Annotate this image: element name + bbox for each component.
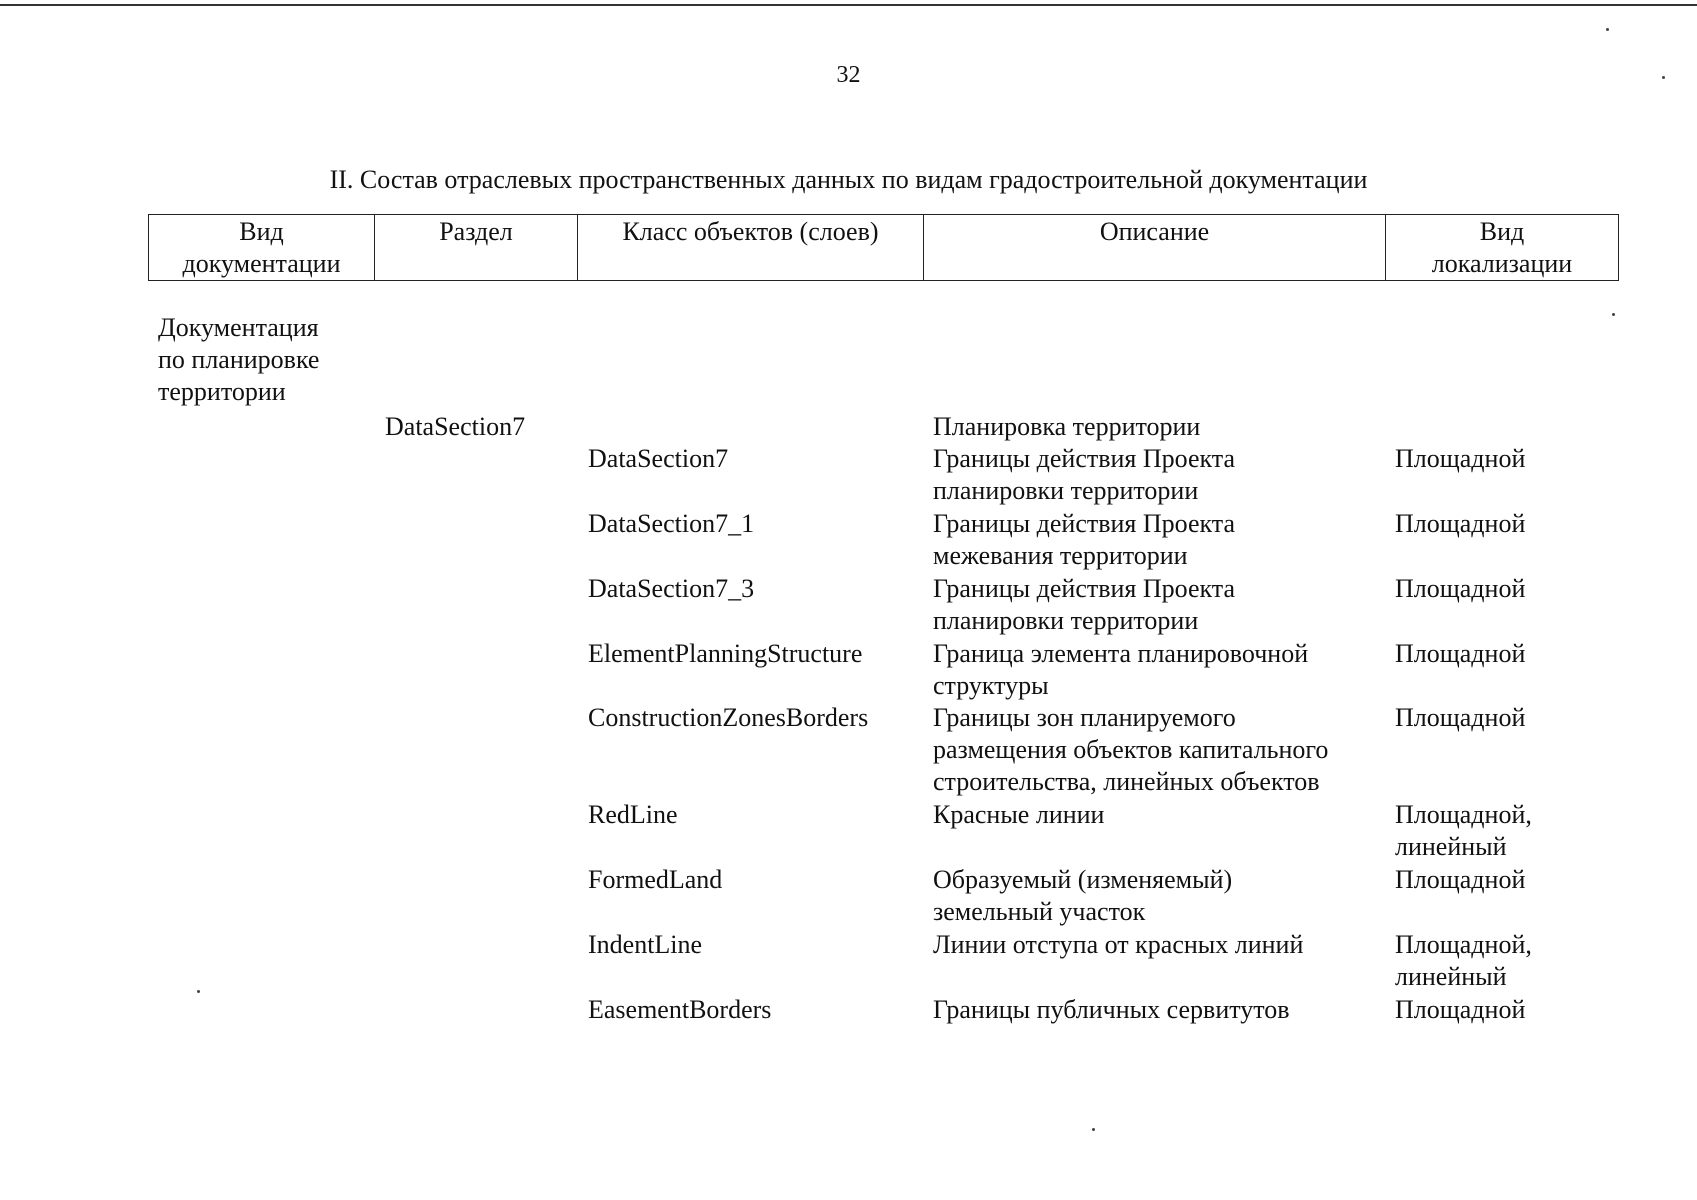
description-line: Границы действия Проекта [933, 444, 1236, 473]
description-line: Границы публичных сервитутов [933, 995, 1290, 1024]
localization-line: Площадной [1395, 995, 1526, 1024]
localization-line: линейный [1395, 962, 1507, 991]
scan-speck [1662, 76, 1665, 79]
description-line: строительства, линейных объектов [933, 767, 1320, 796]
section-name: DataSection7 [385, 412, 526, 441]
description-line: Линии отступа от красных линий [933, 930, 1304, 959]
header-object-class [578, 215, 924, 281]
description-cell [933, 799, 1104, 831]
description-cell [933, 638, 1308, 702]
localization-line: Площадной [1395, 509, 1526, 538]
header-line: Описание [1099, 217, 1210, 246]
description-line: структуры [933, 671, 1049, 700]
description-cell [933, 508, 1235, 572]
description-line: планировки территории [933, 476, 1199, 505]
localization-cell [1395, 929, 1532, 993]
description-line: Границы зон планируемого [933, 703, 1236, 732]
scan-speck [1612, 313, 1615, 316]
doc-type-line: по планировке [158, 345, 320, 374]
object-class-cell: DataSection7_3 [588, 574, 755, 603]
header-section [375, 215, 578, 281]
description-line: Красные линии [933, 800, 1105, 829]
header-line: Вид [1479, 217, 1525, 246]
localization-line: Площадной, [1395, 930, 1532, 959]
description-line: Границы действия Проекта [933, 574, 1236, 603]
description-cell [933, 994, 1290, 1026]
object-class-cell: DataSection7 [588, 444, 729, 473]
localization-line: Площадной, [1395, 800, 1532, 829]
object-class-cell: FormedLand [588, 865, 723, 894]
scan-speck [1606, 28, 1609, 31]
localization-cell [1395, 508, 1525, 540]
description-cell [933, 573, 1235, 637]
description-line: Граница элемента планировочной [933, 639, 1309, 668]
header-line: Класс объектов (слоев) [622, 217, 879, 246]
top-rule [0, 4, 1697, 6]
header-line: локализации [1431, 249, 1573, 278]
localization-line: Площадной [1395, 444, 1526, 473]
header-line: документации [182, 249, 341, 278]
header-localization [1386, 215, 1619, 281]
object-class-cell: DataSection7_1 [588, 509, 755, 538]
description-cell [933, 864, 1232, 928]
description-cell [933, 443, 1235, 507]
description-line: размещения объектов капитального [933, 735, 1329, 764]
description-cell [933, 929, 1303, 961]
table-header [148, 214, 1619, 281]
page-number: 32 [836, 62, 861, 88]
localization-cell [1395, 864, 1525, 896]
localization-line: Площадной [1395, 865, 1526, 894]
doc-type-label [158, 312, 319, 408]
scan-speck [1092, 1128, 1095, 1131]
localization-cell [1395, 573, 1525, 605]
localization-line: Площадной [1395, 703, 1526, 732]
localization-cell [1395, 638, 1525, 670]
localization-line: Площадной [1395, 574, 1526, 603]
description-line: планировки территории [933, 606, 1199, 635]
object-class-cell: EasementBorders [588, 995, 772, 1024]
description-line: межевания территории [933, 541, 1188, 570]
section-description: Планировка территории [933, 412, 1201, 441]
header-line: Вид [239, 217, 284, 246]
localization-cell [1395, 799, 1532, 863]
header-line: Раздел [439, 217, 513, 246]
description-line: земельный участок [933, 897, 1146, 926]
localization-cell [1395, 443, 1525, 475]
object-class-cell: ElementPlanningStructure [588, 639, 863, 668]
doc-type-line: территории [158, 377, 286, 406]
description-line: Образуемый (изменяемый) [933, 865, 1233, 894]
scan-speck [197, 990, 200, 993]
doc-type-line: Документация [158, 313, 319, 342]
section-title: II. Состав отраслевых пространственных данных по видам градостроительной документации [329, 165, 1368, 194]
header-doc-type [149, 215, 375, 281]
description-cell [933, 702, 1328, 798]
object-class-cell: ConstructionZonesBorders [588, 703, 869, 732]
localization-line: линейный [1395, 832, 1507, 861]
localization-cell [1395, 702, 1525, 734]
header-description [924, 215, 1386, 281]
object-class-cell: RedLine [588, 800, 678, 829]
localization-cell [1395, 994, 1525, 1026]
description-line: Границы действия Проекта [933, 509, 1236, 538]
localization-line: Площадной [1395, 639, 1526, 668]
object-class-cell: IndentLine [588, 930, 703, 959]
